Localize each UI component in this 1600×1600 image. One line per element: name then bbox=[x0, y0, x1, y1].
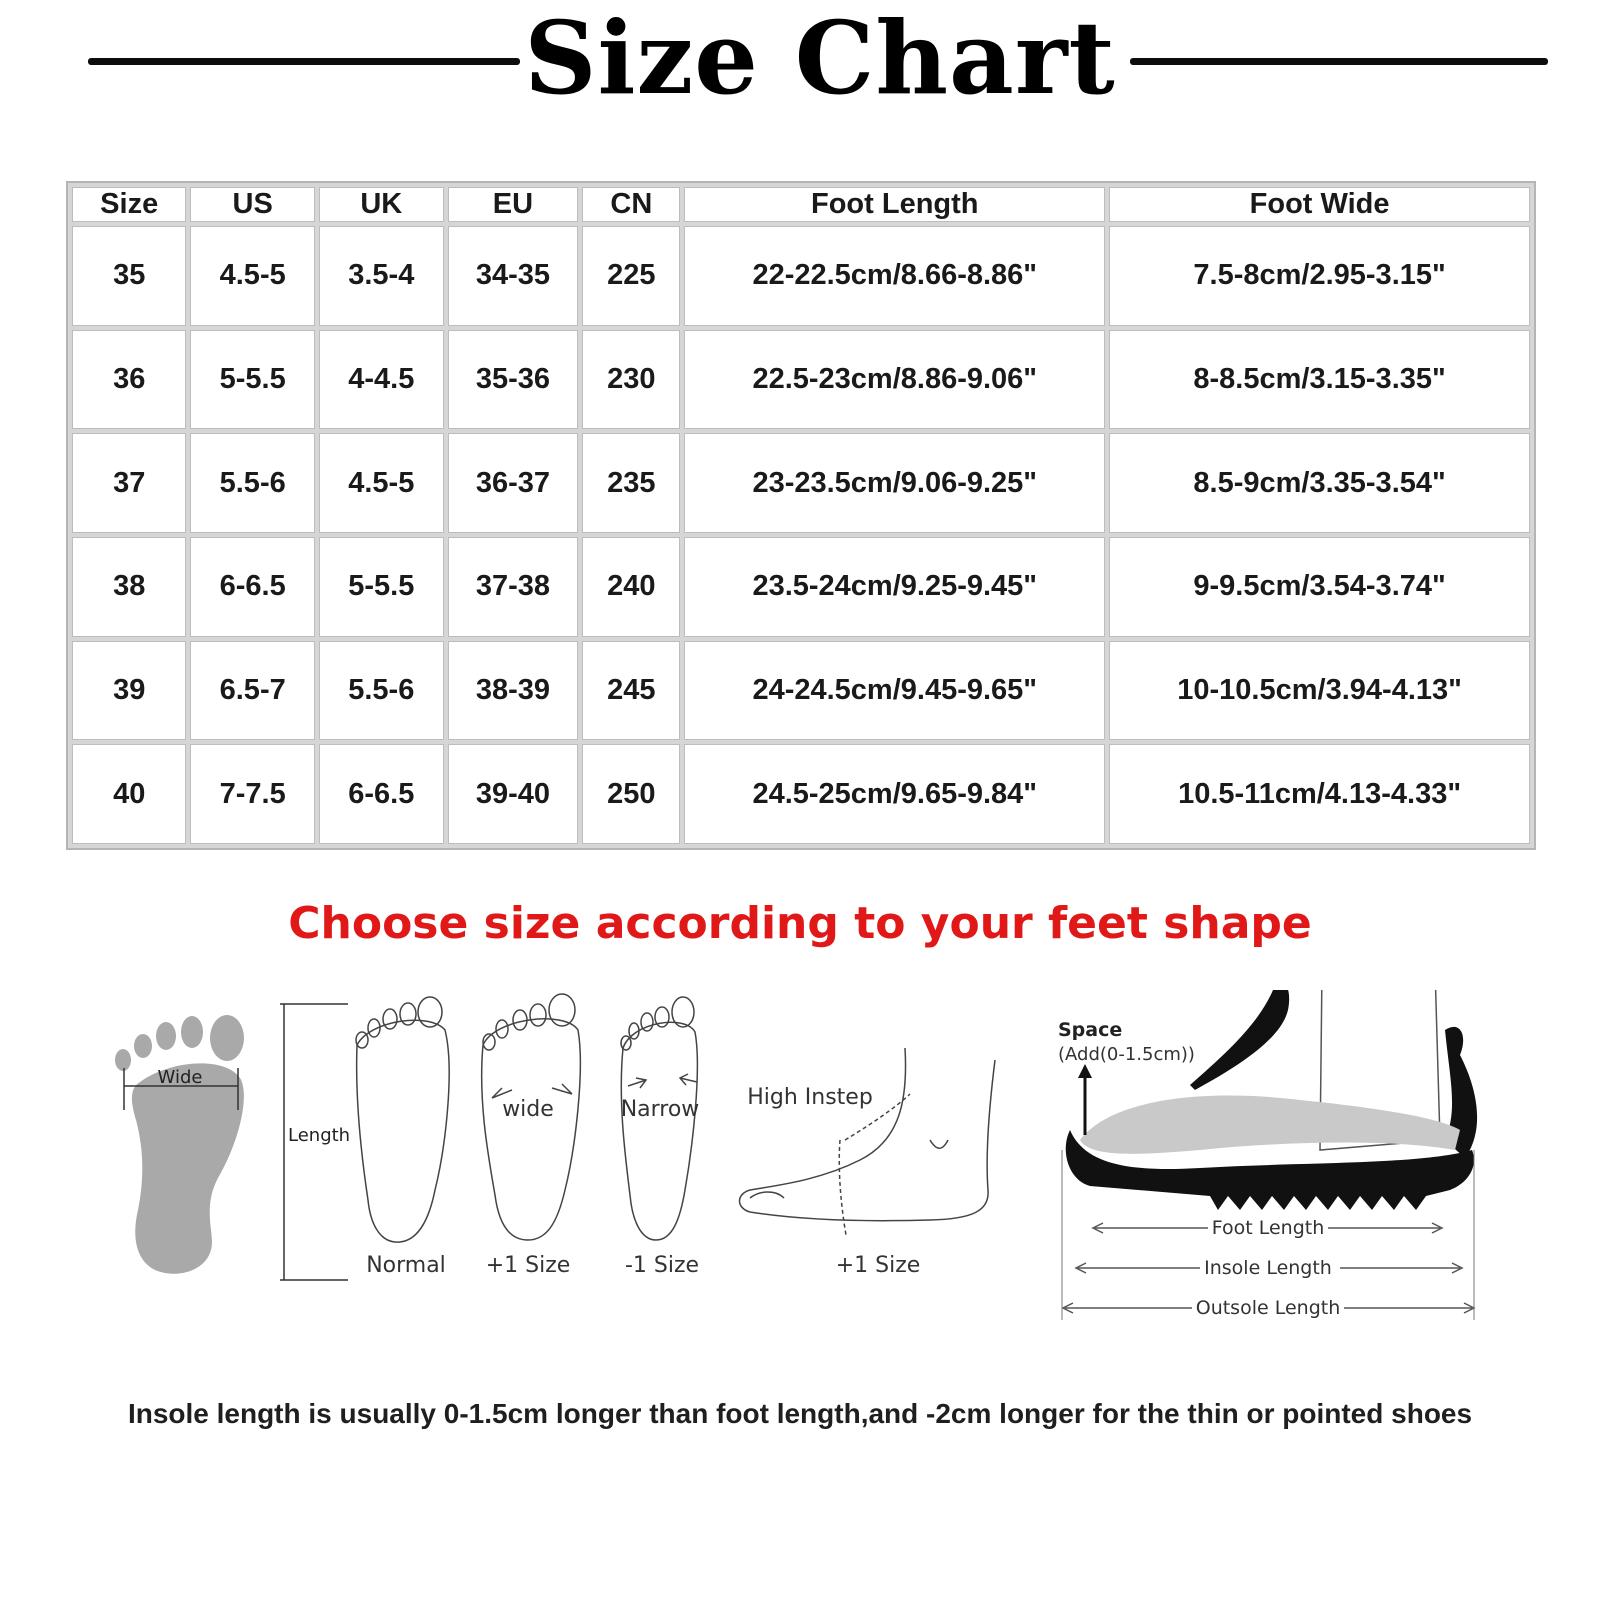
table-cell: 6-6.5 bbox=[319, 744, 444, 844]
table-cell: 40 bbox=[72, 744, 186, 844]
toe-icon bbox=[156, 1022, 176, 1050]
table-cell: 4-4.5 bbox=[319, 330, 444, 430]
caption-narrow: -1 Size bbox=[624, 1253, 700, 1278]
table-cell: 3.5-4 bbox=[319, 226, 444, 326]
table-cell: 240 bbox=[582, 537, 680, 637]
table-cell: 5-5.5 bbox=[319, 537, 444, 637]
footprint-figure bbox=[115, 1004, 350, 1280]
outsole-length-label: Outsole Length bbox=[1195, 1297, 1341, 1319]
header-cell: Foot Wide bbox=[1109, 187, 1530, 222]
table-cell: 10.5-11cm/4.13-4.33" bbox=[1109, 744, 1530, 844]
table-cell: 225 bbox=[582, 226, 680, 326]
table-cell: 10-10.5cm/3.94-4.13" bbox=[1109, 641, 1530, 741]
table-cell: 5.5-6 bbox=[190, 433, 315, 533]
toe-icon bbox=[115, 1049, 131, 1071]
caption-normal: Normal bbox=[366, 1253, 446, 1278]
page-title: Size Chart bbox=[524, 0, 1116, 117]
title-rule-left bbox=[88, 58, 520, 65]
table-cell: 7-7.5 bbox=[190, 744, 315, 844]
caption-wide: +1 Size bbox=[485, 1253, 571, 1278]
table-header-row bbox=[72, 187, 1530, 222]
toe-icon bbox=[210, 1015, 244, 1061]
table-cell: 37-38 bbox=[448, 537, 579, 637]
table-cell: 9-9.5cm/3.54-3.74" bbox=[1109, 537, 1530, 637]
table-cell: 38 bbox=[72, 537, 186, 637]
table-cell: 235 bbox=[582, 433, 680, 533]
header-cell: Foot Length bbox=[684, 187, 1105, 222]
header-cell: Size bbox=[72, 187, 186, 222]
table-cell: 5-5.5 bbox=[190, 330, 315, 430]
narrow-arrow-label: Narrow bbox=[620, 1097, 700, 1122]
foot-length-label: Foot Length bbox=[1211, 1217, 1325, 1239]
table-cell: 39-40 bbox=[448, 744, 579, 844]
table-cell: 39 bbox=[72, 641, 186, 741]
table-row bbox=[72, 226, 1530, 326]
toe-icon bbox=[181, 1016, 203, 1048]
header-cell: US bbox=[190, 187, 315, 222]
wide-label: Wide bbox=[157, 1067, 203, 1088]
wide-arrow-label: wide bbox=[502, 1097, 554, 1122]
header-cell: CN bbox=[582, 187, 680, 222]
space-label: Space bbox=[1058, 1019, 1123, 1041]
title-rule-right bbox=[1130, 58, 1548, 65]
table-cell: 35-36 bbox=[448, 330, 579, 430]
high-instep-label: High Instep bbox=[747, 1085, 873, 1110]
table-cell: 23-23.5cm/9.06-9.25" bbox=[684, 433, 1105, 533]
table-row bbox=[72, 744, 1530, 844]
table-cell: 6.5-7 bbox=[190, 641, 315, 741]
table-cell: 37 bbox=[72, 433, 186, 533]
table-row bbox=[72, 641, 1530, 741]
toe-icon bbox=[134, 1034, 152, 1058]
caption-high-instep: +1 Size bbox=[835, 1253, 921, 1278]
insole-note: Insole length is usually 0-1.5cm longer than foot length,and -2cm longer for the thin or pointed shoes bbox=[127, 1398, 1473, 1429]
length-label: Length bbox=[288, 1125, 351, 1146]
table-cell: 7.5-8cm/2.95-3.15" bbox=[1109, 226, 1530, 326]
table-row bbox=[72, 537, 1530, 637]
table-cell: 4.5-5 bbox=[319, 433, 444, 533]
table-cell: 230 bbox=[582, 330, 680, 430]
header-cell: EU bbox=[448, 187, 579, 222]
table-cell: 22.5-23cm/8.86-9.06" bbox=[684, 330, 1105, 430]
table-row bbox=[72, 433, 1530, 533]
table-cell: 8-8.5cm/3.15-3.35" bbox=[1109, 330, 1530, 430]
table-cell: 8.5-9cm/3.35-3.54" bbox=[1109, 433, 1530, 533]
insole-length-label: Insole Length bbox=[1204, 1257, 1332, 1279]
footprint-sole-icon bbox=[132, 1063, 244, 1273]
table-row bbox=[72, 330, 1530, 430]
table-cell: 36-37 bbox=[448, 433, 579, 533]
table-cell: 4.5-5 bbox=[190, 226, 315, 326]
table-cell: 6-6.5 bbox=[190, 537, 315, 637]
size-table bbox=[66, 181, 1536, 850]
table-cell: 24-24.5cm/9.45-9.65" bbox=[684, 641, 1105, 741]
title-banner bbox=[0, 0, 1600, 130]
header-cell: UK bbox=[319, 187, 444, 222]
table-cell: 23.5-24cm/9.25-9.45" bbox=[684, 537, 1105, 637]
table-cell: 250 bbox=[582, 744, 680, 844]
table-cell: 38-39 bbox=[448, 641, 579, 741]
table-cell: 34-35 bbox=[448, 226, 579, 326]
shoe-cross-section-figure bbox=[1058, 990, 1477, 1320]
space-add-label: (Add(0-1.5cm)) bbox=[1058, 1044, 1195, 1065]
normal-foot-figure bbox=[356, 997, 449, 1242]
table-cell: 24.5-25cm/9.65-9.84" bbox=[684, 744, 1105, 844]
feet-shape-heading: Choose size according to your feet shape bbox=[288, 898, 1312, 949]
table-cell: 35 bbox=[72, 226, 186, 326]
table-cell: 36 bbox=[72, 330, 186, 430]
foot-measurement-diagram bbox=[100, 990, 1540, 1370]
table-cell: 245 bbox=[582, 641, 680, 741]
shoe-tongue-icon bbox=[1190, 990, 1289, 1090]
table-cell: 22-22.5cm/8.66-8.86" bbox=[684, 226, 1105, 326]
high-instep-foot-figure bbox=[740, 1048, 996, 1235]
table-cell: 5.5-6 bbox=[319, 641, 444, 741]
